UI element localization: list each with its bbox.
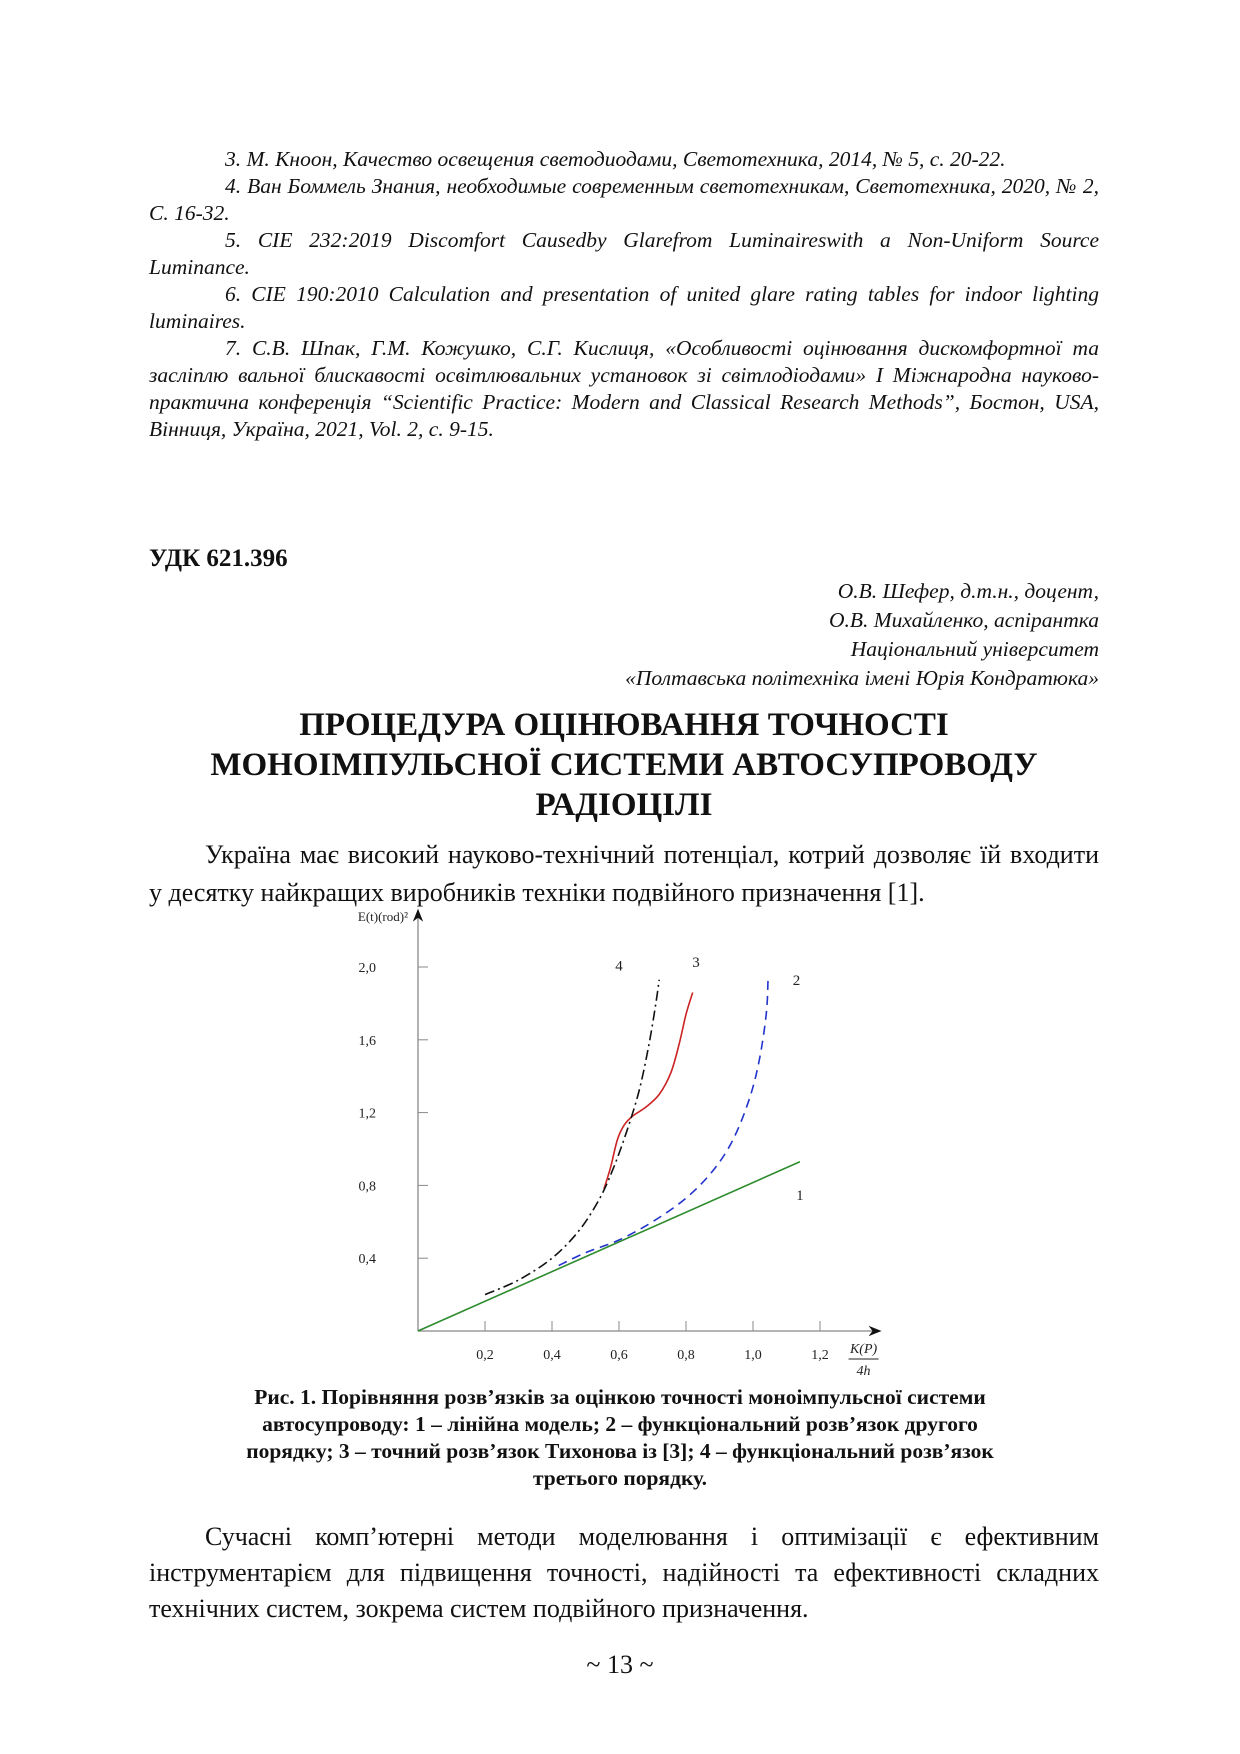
article-title — [149, 705, 1099, 825]
y-axis-label: E(t)(rod)² — [357, 909, 408, 924]
page-number: ~ 13 ~ — [586, 1650, 654, 1679]
series-line-3 — [604, 992, 693, 1189]
series-label-4: 4 — [615, 958, 623, 975]
authors-block — [625, 577, 1099, 693]
title-line: ПРОЦЕДУРА ОЦІНЮВАННЯ ТОЧНОСТІ — [299, 707, 949, 743]
figure-caption — [160, 1384, 1080, 1492]
chart-axes — [418, 910, 880, 1331]
y-tick-label: 0,8 — [358, 1179, 376, 1195]
references-list — [149, 146, 1099, 443]
y-tick-label: 1,2 — [358, 1106, 376, 1122]
x-tick-label: 0,2 — [476, 1348, 494, 1363]
figure-chart — [320, 895, 940, 1379]
x-tick-label: 1,0 — [744, 1348, 762, 1363]
paragraph-text: Сучасні комп’ютерні методи моделювання і оптимізації є ефективним інструментарієм для підвищення точності, надійності та ефективності складних технічних систем, зокрема систем подвійного призначення. — [149, 1522, 1099, 1623]
title-line: МОНОІМПУЛЬСНОЇ СИСТЕМИ АВТОСУПРОВОДУ — [210, 747, 1038, 783]
series-line-4 — [485, 980, 659, 1295]
series-label-2: 2 — [792, 973, 801, 990]
y-tick-label: 0,4 — [358, 1252, 376, 1268]
x-tick-label: 1,2 — [811, 1348, 829, 1363]
affiliation-line: «Полтавська політехніка імені Юрія Кондратюка» — [625, 666, 1099, 690]
y-tick-label: 1,6 — [358, 1033, 376, 1049]
udk-code: УДК 621.396 — [149, 545, 288, 572]
reference-item: 3. М. Кноон, Качество освещения светодиодами, Светотехника, 2014, № 5, с. 20-22. — [225, 147, 1006, 171]
x-tick-label: 0,8 — [677, 1348, 695, 1363]
chart-series-layer — [418, 978, 800, 1331]
x-tick-label: 0,4 — [543, 1348, 561, 1363]
chart-svg — [320, 895, 940, 1379]
y-tick-label: 2,0 — [358, 961, 376, 976]
x-axis-label-numerator: K(P) — [849, 1342, 878, 1357]
chart-labels-layer — [358, 909, 879, 1379]
series-label-3: 3 — [692, 955, 700, 971]
title-line: РАДІОЦІЛІ — [535, 787, 713, 823]
caption-line: автосупроводу: 1 – лінійна модель; 2 – функціональний розв’язок другого — [262, 1412, 978, 1436]
reference-item: 5. CIE 232:2019 Discomfort Causedby Glarefrom Luminaireswith a Non-Uniform Source Luminance. — [149, 228, 1099, 279]
paragraph-text: Україна має високий науково-технічний потенціал, котрий дозволяє їй входити у десятку найкращих виробників техніки подвійного призначення [1]. — [149, 840, 1099, 907]
author-line: О.В. Михайленко, аспірантка — [828, 608, 1099, 632]
affiliation-line: Національний університет — [850, 637, 1099, 661]
author-line: О.В. Шефер, д.т.н., доцент, — [837, 579, 1099, 603]
body-paragraph — [149, 1519, 1099, 1627]
reference-item: 7. С.В. Шпак, Г.М. Кожушко, С.Г. Кислиця, «Особливості оцінювання дискомфортної та засліплю вальної блискавості освітлювальних установок зі світлодіодами» I Міжнародна науково-практична конференція “Scientific Practice: Modern and Classical Research Methods”, Бостон, USA, Вінниця, Україна, 2021, Vol. 2, с. 9-15. — [149, 336, 1099, 441]
reference-item: 6. CIE 190:2010 Calculation and presentation of united glare rating tables for indoor lighting luminaires. — [149, 282, 1099, 333]
caption-line: третього порядку. — [532, 1466, 707, 1490]
caption-line: Рис. 1. Порівняння розв’язків за оцінкою точності моноімпульсної системи — [254, 1385, 986, 1409]
reference-item: 4. Ван Боммель Знания, необходимые современным светотехникам, Светотехника, 2020, № 2, С. 16-32. — [149, 174, 1099, 225]
caption-line: порядку; 3 – точний розв’язок Тихонова із [3]; 4 – функціональний розв’язок — [246, 1439, 994, 1463]
series-line-1 — [418, 1162, 800, 1331]
series-label-1: 1 — [796, 1187, 804, 1204]
x-tick-label: 0,6 — [610, 1348, 628, 1363]
x-axis-label-denominator: 4h — [856, 1364, 871, 1379]
